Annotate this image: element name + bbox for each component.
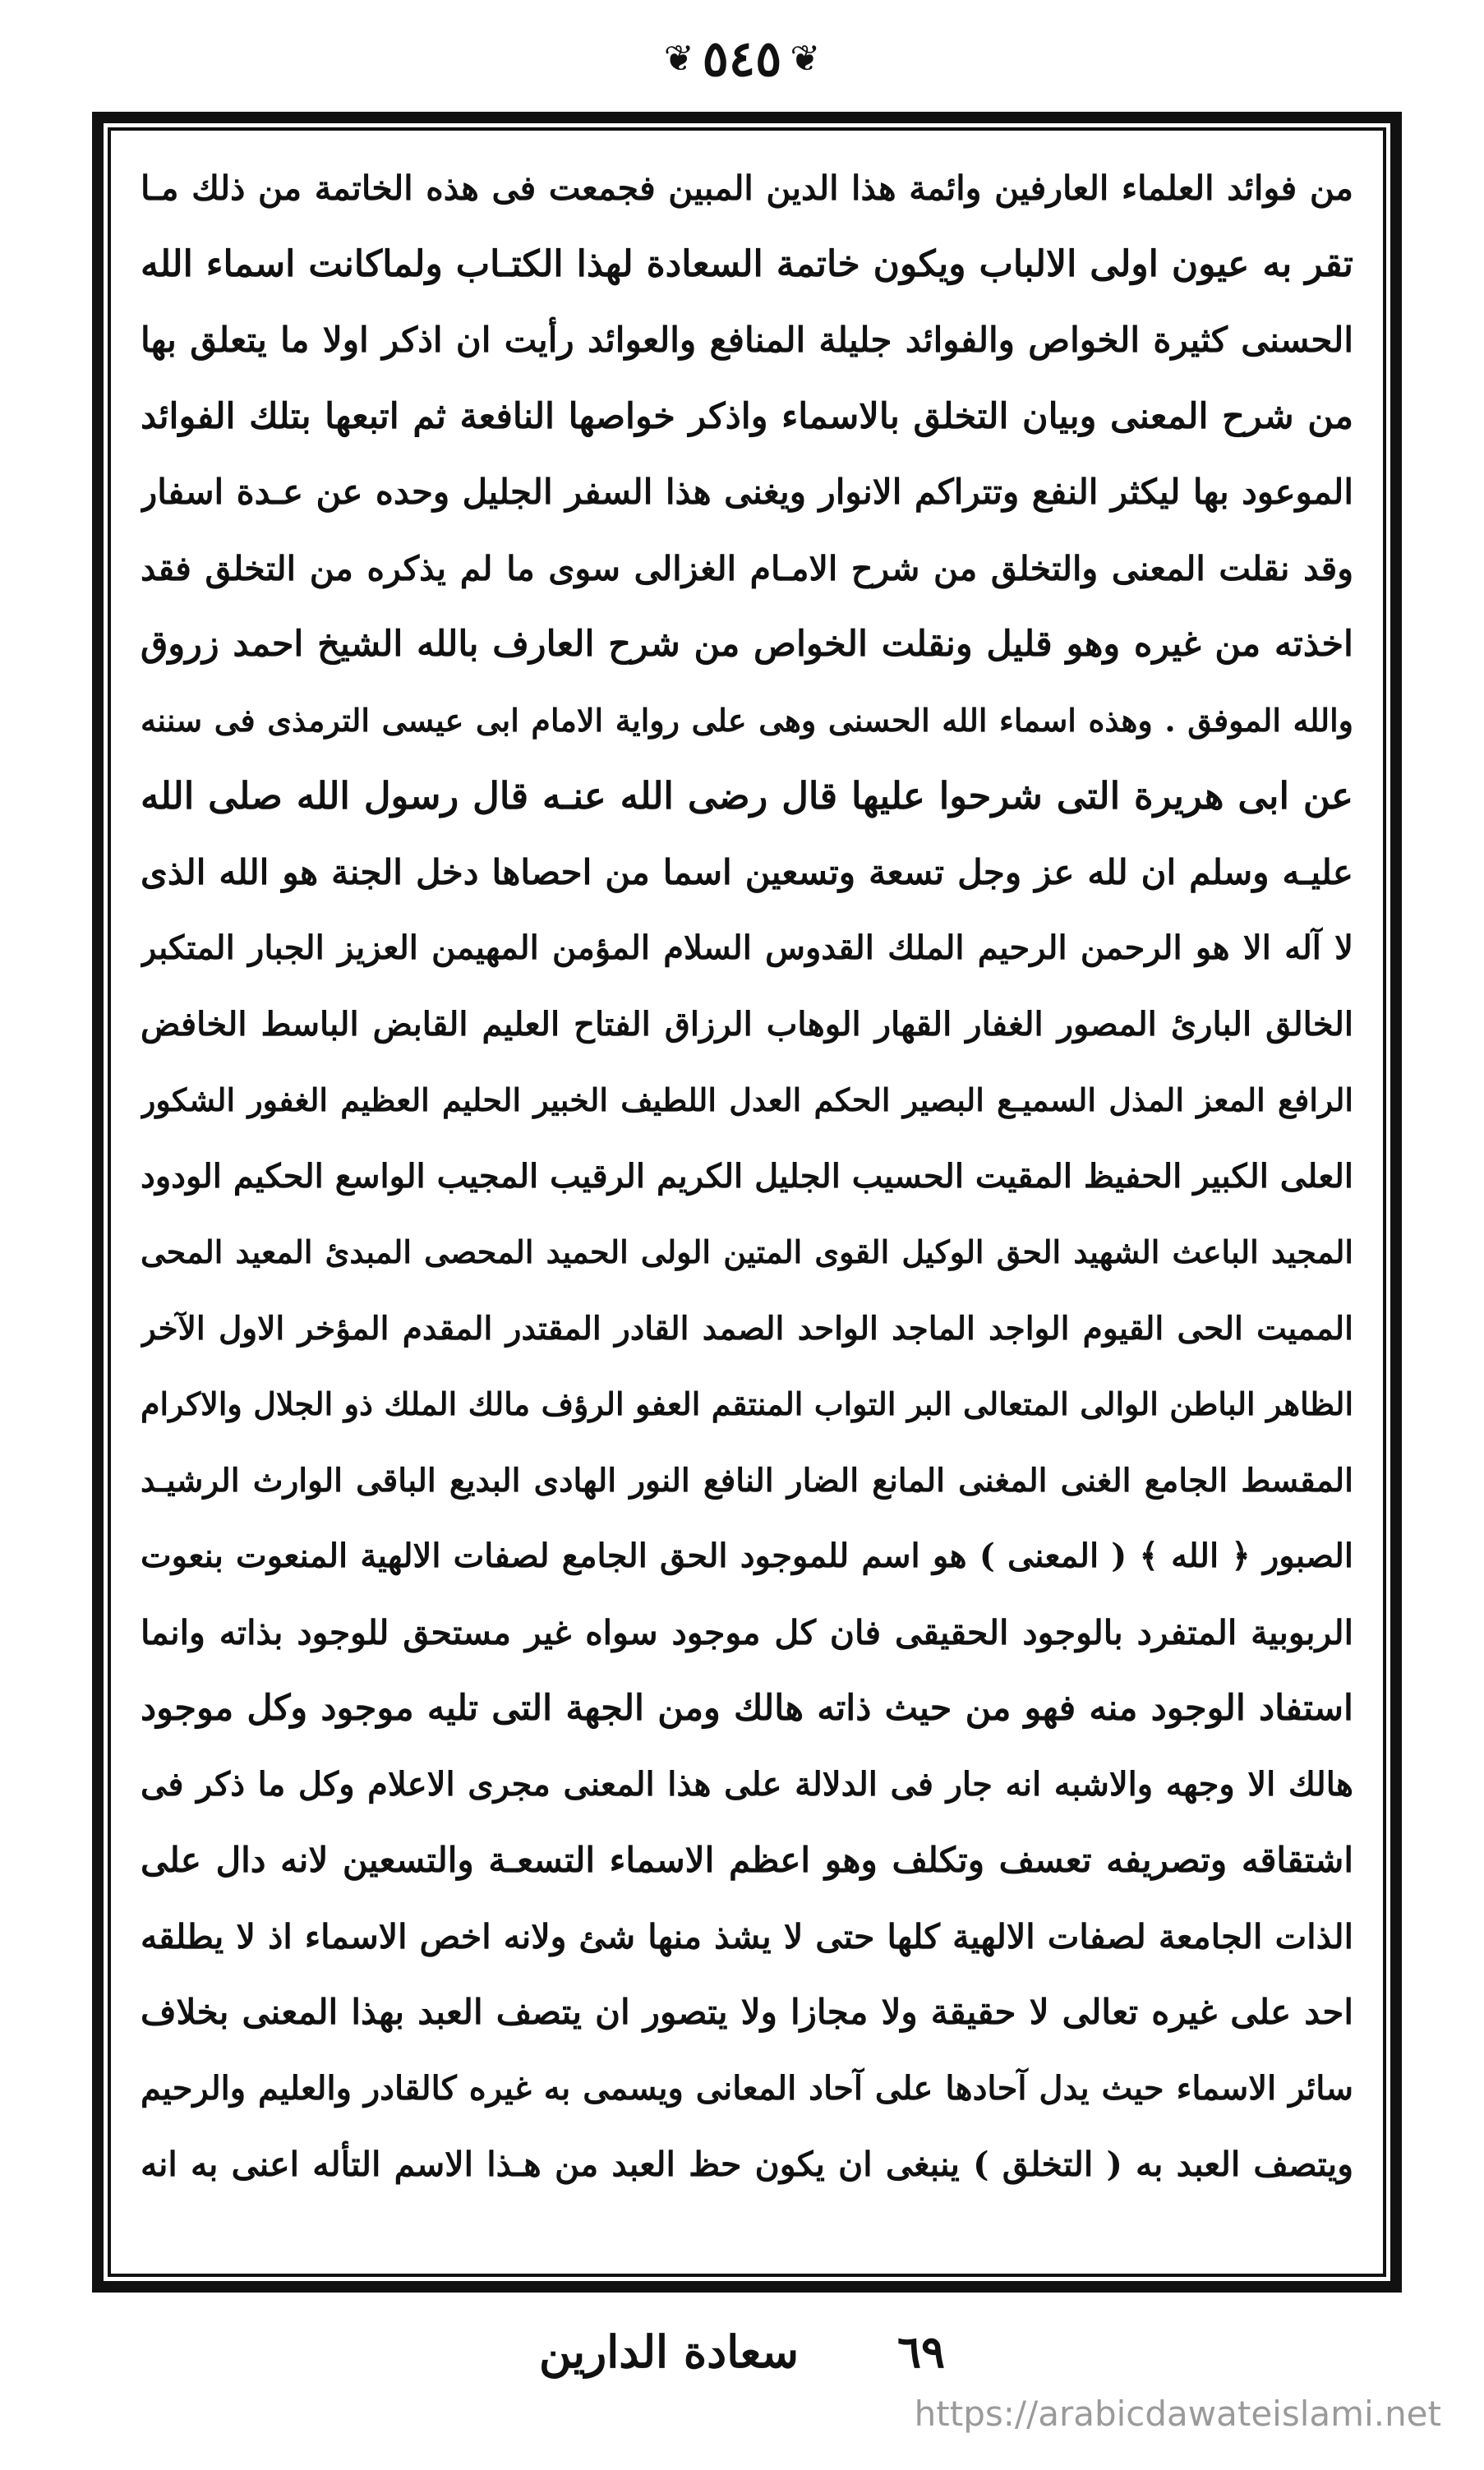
text-line: هالك الا وجهه والاشبه انه جار فى الدلالة على هذا المعنى مجرى الاعلام وكل ما ذكر فى bbox=[141, 1764, 1353, 1804]
text-frame bbox=[92, 112, 1402, 2293]
text-line: الربوبية المتفرد بالوجود الحقيقى فان كل موجود سواه غير مستحق للوجود بذاته وانما bbox=[141, 1612, 1353, 1652]
text-line: المقسط الجامع الغنى المغنى المانع الضار النافع النور الهادى البديع الباقى الوارث الرشيـد bbox=[141, 1461, 1353, 1500]
text-line: العلى الكبير الحفيظ المقيت الحسيب الجليل الكريم الرقيب المجيب الواسع الحكيم الودود bbox=[141, 1156, 1353, 1196]
text-line: والله الموفق . وهذه اسماء الله الحسنى وهى على رواية الامام ابى عيسى الترمذى فى سننه bbox=[141, 701, 1353, 739]
text-line: عن ابى هريرة التى شرحوا عليها قال رضى الله عنـه قال رسول الله صلى الله bbox=[141, 774, 1353, 818]
body-text bbox=[141, 150, 1353, 2203]
page-footer bbox=[0, 2325, 1484, 2391]
footer-page-number: ٦٩ bbox=[896, 2325, 945, 2378]
ornament-right-icon: ❦ bbox=[790, 38, 821, 80]
ornament-left-icon: ❦ bbox=[663, 38, 694, 80]
text-line: استفاد الوجود منه فهو من حيث ذاته هالك ومن الجهة التى تليه موجود وكل موجود bbox=[141, 1688, 1353, 1729]
text-line: عليـه وسلم ان لله عز وجل تسعة وتسعين اسما من احصاها دخل الجنة هو الله الذى bbox=[141, 851, 1353, 892]
text-line: وقد نقلت المعنى والتخلق من شرح الامـام الغزالى سوى ما لم يذكره من التخلق فقد bbox=[141, 548, 1353, 588]
text-line: اخذته من غيره وهو قليل ونقلت الخواص من شرح العارف بالله الشيخ احمد زروق bbox=[141, 624, 1353, 665]
text-frame-inner bbox=[108, 127, 1386, 2277]
text-line: الصبور ﴿ الله ﴾ ( المعنى ) هو اسم للموجود الحق الجامع لصفات الالهية المنعوت بنعوت bbox=[141, 1537, 1353, 1575]
text-line: من شرح المعنى وبيان التخلق بالاسماء واذكر خواصها النافعة ثم اتبعها بتلك الفوائد bbox=[141, 395, 1353, 437]
text-line: الحسنى كثيرة الخواص والفوائد جليلة المنافع والعوائد رأيت ان اذكر اولا ما يتعلق بها bbox=[141, 320, 1353, 360]
text-line: الظاهر الباطن الوالى المتعالى البر التواب المنتقم العفو الرؤف مالك الملك ذو الجلال والاكرام bbox=[141, 1385, 1353, 1422]
footer-book-title: سعادة الدارين bbox=[539, 2325, 799, 2378]
watermark-url: https://arabicdawateislami.net bbox=[914, 2394, 1441, 2434]
text-line: من فوائد العلماء العارفين وائمة هذا الدين المبين فجمعت فى هذه الخاتمة من ذلك مـا bbox=[141, 168, 1353, 208]
text-line: لا آله الا هو الرحمن الرحيم الملك القدوس السلام المؤمن المهيمن العزيز الجبار المتكبر bbox=[141, 929, 1353, 967]
text-line: اشتقاقه وتصريفه تعسف وتكلف وهو اعظم الاسماء التسعـة والتسعين لانه دال على bbox=[141, 1840, 1353, 1880]
text-line: ويتصف العبد به ( التخلق ) ينبغى ان يكون حظ العبد من هـذا الاسم التأله اعنى به انه bbox=[141, 2145, 1353, 2184]
text-line: الخالق البارئ المصور الغفار القهار الوهاب الرزاق الفتاح العليم القابض الباسط الخافض bbox=[141, 1004, 1353, 1044]
text-line: احد على غيره تعالى لا حقيقة ولا مجازا ولا يتصور ان يتصف العبد بهذا المعنى بخلاف bbox=[141, 1992, 1353, 2032]
page-header bbox=[0, 18, 1484, 100]
text-line: الموعود بها ليكثر النفع وتتراكم الانوار ويغنى هذا السفر الجليل وحده عن عـدة اسفار bbox=[141, 472, 1353, 512]
page-number: ٥٤٥ bbox=[702, 30, 782, 88]
text-line: المميت الحى القيوم الواجد الماجد الواحد الصمد القادر المقتدر المقدم المؤخر الاول الآخر bbox=[141, 1309, 1353, 1348]
text-line: الرافع المعز المذل السميـع البصير الحكم العدل اللطيف الخبير الحليم العظيم الغفور الشكور bbox=[141, 1081, 1353, 1118]
text-line: سائر الاسماء حيث يدل آحادها على آحاد المعانى ويسمى به غيره كالقادر والعليم والرحيم bbox=[141, 2068, 1353, 2108]
text-line: المجيد الباعث الشهيد الحق الوكيل القوى المتين الولى الحميد المحصى المبدئ المعيد المحى bbox=[141, 1233, 1353, 1270]
text-line: تقر به عيون اولى الالباب ويكون خاتمة السعادة لهذا الكتـاب ولماكانت اسماء الله bbox=[141, 242, 1353, 285]
text-line: الذات الجامعة لصفات الالهية كلها حتى لا يشذ منها شئ ولانه اخص الاسماء اذ لا يطلقه bbox=[141, 1916, 1353, 1956]
